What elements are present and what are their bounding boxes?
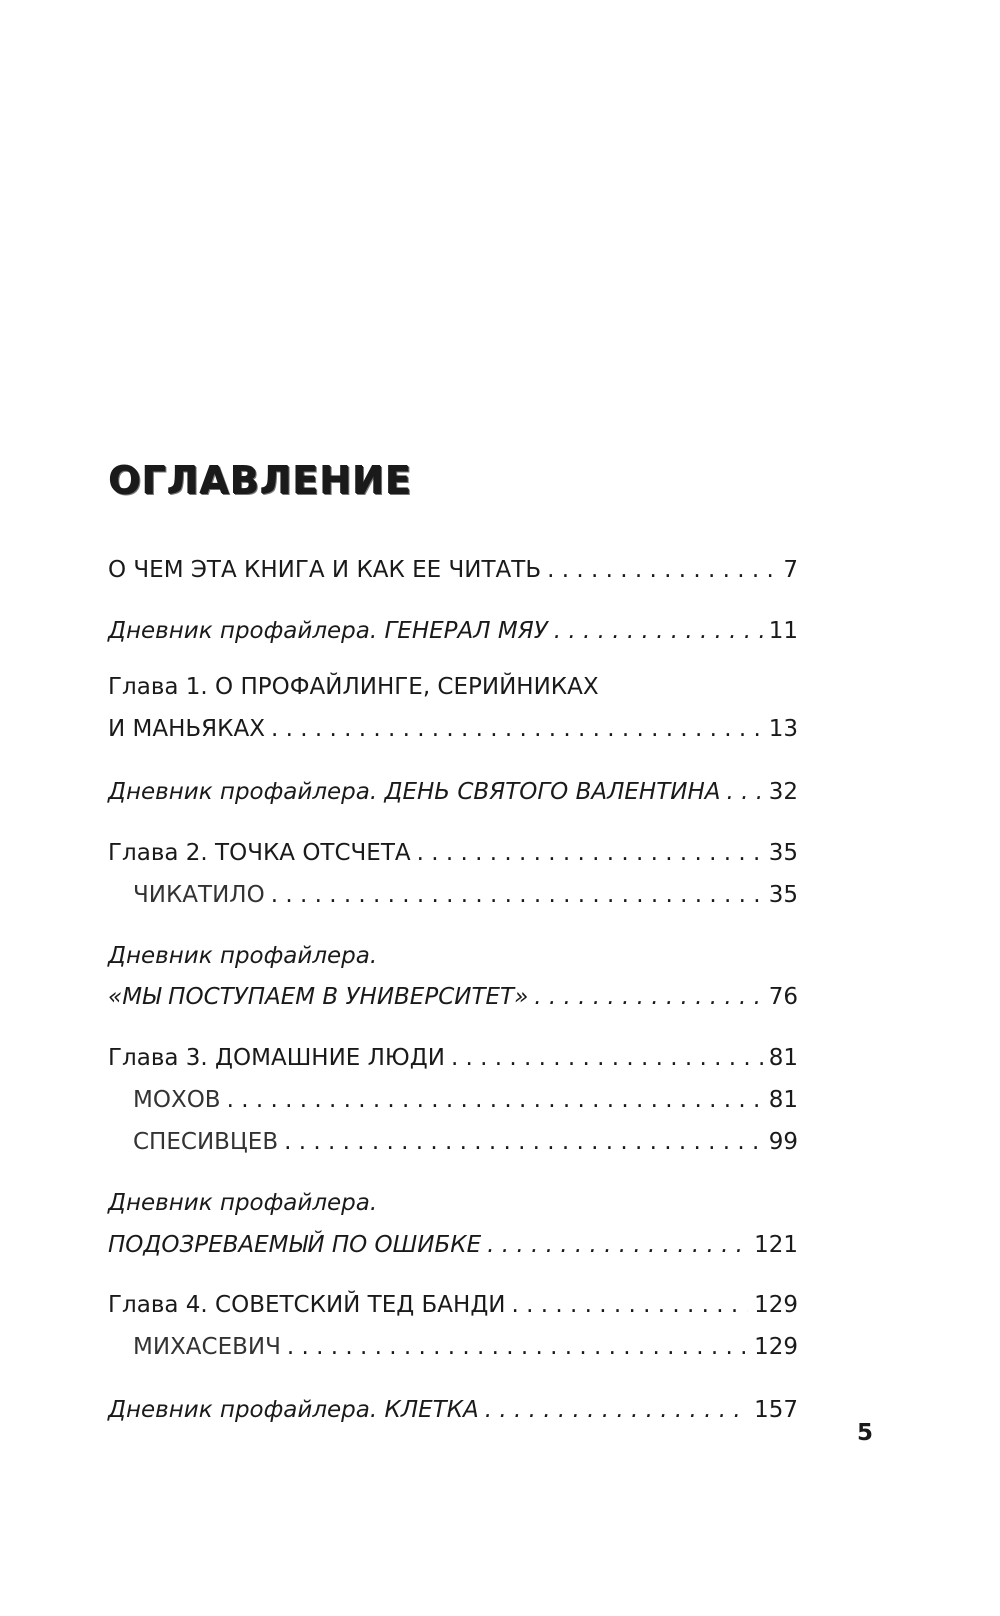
toc-entry-title: О ЧЕМ ЭТА КНИГА И КАК ЕЕ ЧИТАТЬ (108, 557, 542, 583)
toc-subentry-title: СПЕСИВЦЕВ (133, 1129, 279, 1155)
toc-entry[interactable] (108, 1393, 798, 1427)
toc-entry-title: Глава 4. СОВЕТСКИЙ ТЕД БАНДИ (108, 1292, 506, 1318)
toc-heading: ОГЛАВЛЕНИЕ (108, 458, 412, 502)
toc-entry-page: 35 (768, 882, 798, 908)
toc-entry-page: 13 (768, 716, 798, 742)
toc-subentry-title: ЧИКАТИЛО (133, 882, 265, 908)
page-number: 5 (857, 1420, 874, 1446)
toc-entry-title (108, 1393, 479, 1427)
dot-leader (271, 712, 763, 746)
toc-entry[interactable] (108, 980, 798, 1014)
dot-leader (485, 1393, 748, 1427)
dot-leader (547, 553, 777, 587)
toc-entry[interactable] (108, 712, 798, 746)
diary-title: КЛЕТКА (384, 1397, 479, 1423)
diary-prefix: Дневник профайлера. (108, 779, 385, 805)
dot-leader (554, 614, 763, 648)
toc-entry-page: 129 (754, 1334, 798, 1360)
dot-leader (417, 836, 763, 870)
dot-leader (451, 1041, 763, 1075)
toc-entry[interactable] (108, 836, 798, 870)
toc-entry[interactable] (108, 775, 798, 809)
diary-title: ДЕНЬ СВЯТОГО ВАЛЕНТИНА (384, 779, 721, 805)
toc-subentry[interactable] (133, 878, 798, 912)
toc-entry-title: Глава 3. ДОМАШНИЕ ЛЮДИ (108, 1045, 445, 1071)
diary-title: ГЕНЕРАЛ МЯУ (384, 618, 548, 644)
dot-leader (512, 1288, 749, 1322)
toc-entry-page: 81 (768, 1087, 798, 1113)
diary-prefix: Дневник профайлера. (108, 618, 385, 644)
toc-entry-title: Глава 2. ТОЧКА ОТСЧЕТА (108, 840, 411, 866)
toc-subentry-title: МИХАСЕВИЧ (133, 1334, 281, 1360)
toc-entry-line1: Глава 1. О ПРОФАЙЛИНГЕ, СЕРИЙНИКАХ (108, 674, 599, 700)
toc-entry[interactable] (108, 1041, 798, 1075)
toc-subentry-title: МОХОВ (133, 1087, 221, 1113)
toc-entry-title: И МАНЬЯКАХ (108, 716, 265, 742)
diary-prefix: Дневник профайлера. (108, 1397, 385, 1423)
dot-leader (227, 1083, 763, 1117)
toc-entry-page: 11 (768, 618, 798, 644)
dot-leader (284, 1125, 763, 1159)
toc-entry-title (108, 775, 721, 809)
toc-entry-title: «МЫ ПОСТУПАЕМ В УНИВЕРСИТЕТ» (108, 984, 529, 1010)
toc-entry-page: 76 (768, 984, 798, 1010)
toc-entry-page: 121 (754, 1232, 798, 1258)
toc-subentry[interactable] (133, 1330, 798, 1364)
toc-entry-page: 7 (783, 557, 798, 583)
toc-entry[interactable] (108, 614, 798, 648)
toc-entry[interactable] (108, 1228, 798, 1262)
dot-leader (287, 1330, 748, 1364)
toc-entry[interactable] (108, 553, 798, 587)
toc-entry-line1: Дневник профайлера. (108, 943, 378, 969)
dot-leader (534, 980, 762, 1014)
toc-entry-page: 32 (768, 779, 798, 805)
toc-subentry[interactable] (133, 1083, 798, 1117)
dot-leader (271, 878, 763, 912)
toc-entry-title: ПОДОЗРЕВАЕМЫЙ ПО ОШИБКЕ (108, 1232, 482, 1258)
toc-entry-title (108, 614, 548, 648)
toc-entry-page: 157 (754, 1397, 798, 1423)
toc-entry-page: 129 (754, 1292, 798, 1318)
dot-leader (727, 775, 763, 809)
toc-entry[interactable] (108, 1288, 798, 1322)
toc-entry-page: 35 (768, 840, 798, 866)
toc-entry-page: 81 (768, 1045, 798, 1071)
toc-entry-line1: Дневник профайлера. (108, 1190, 378, 1216)
dot-leader (487, 1228, 748, 1262)
toc-subentry[interactable] (133, 1125, 798, 1159)
toc-entry-page: 99 (768, 1129, 798, 1155)
